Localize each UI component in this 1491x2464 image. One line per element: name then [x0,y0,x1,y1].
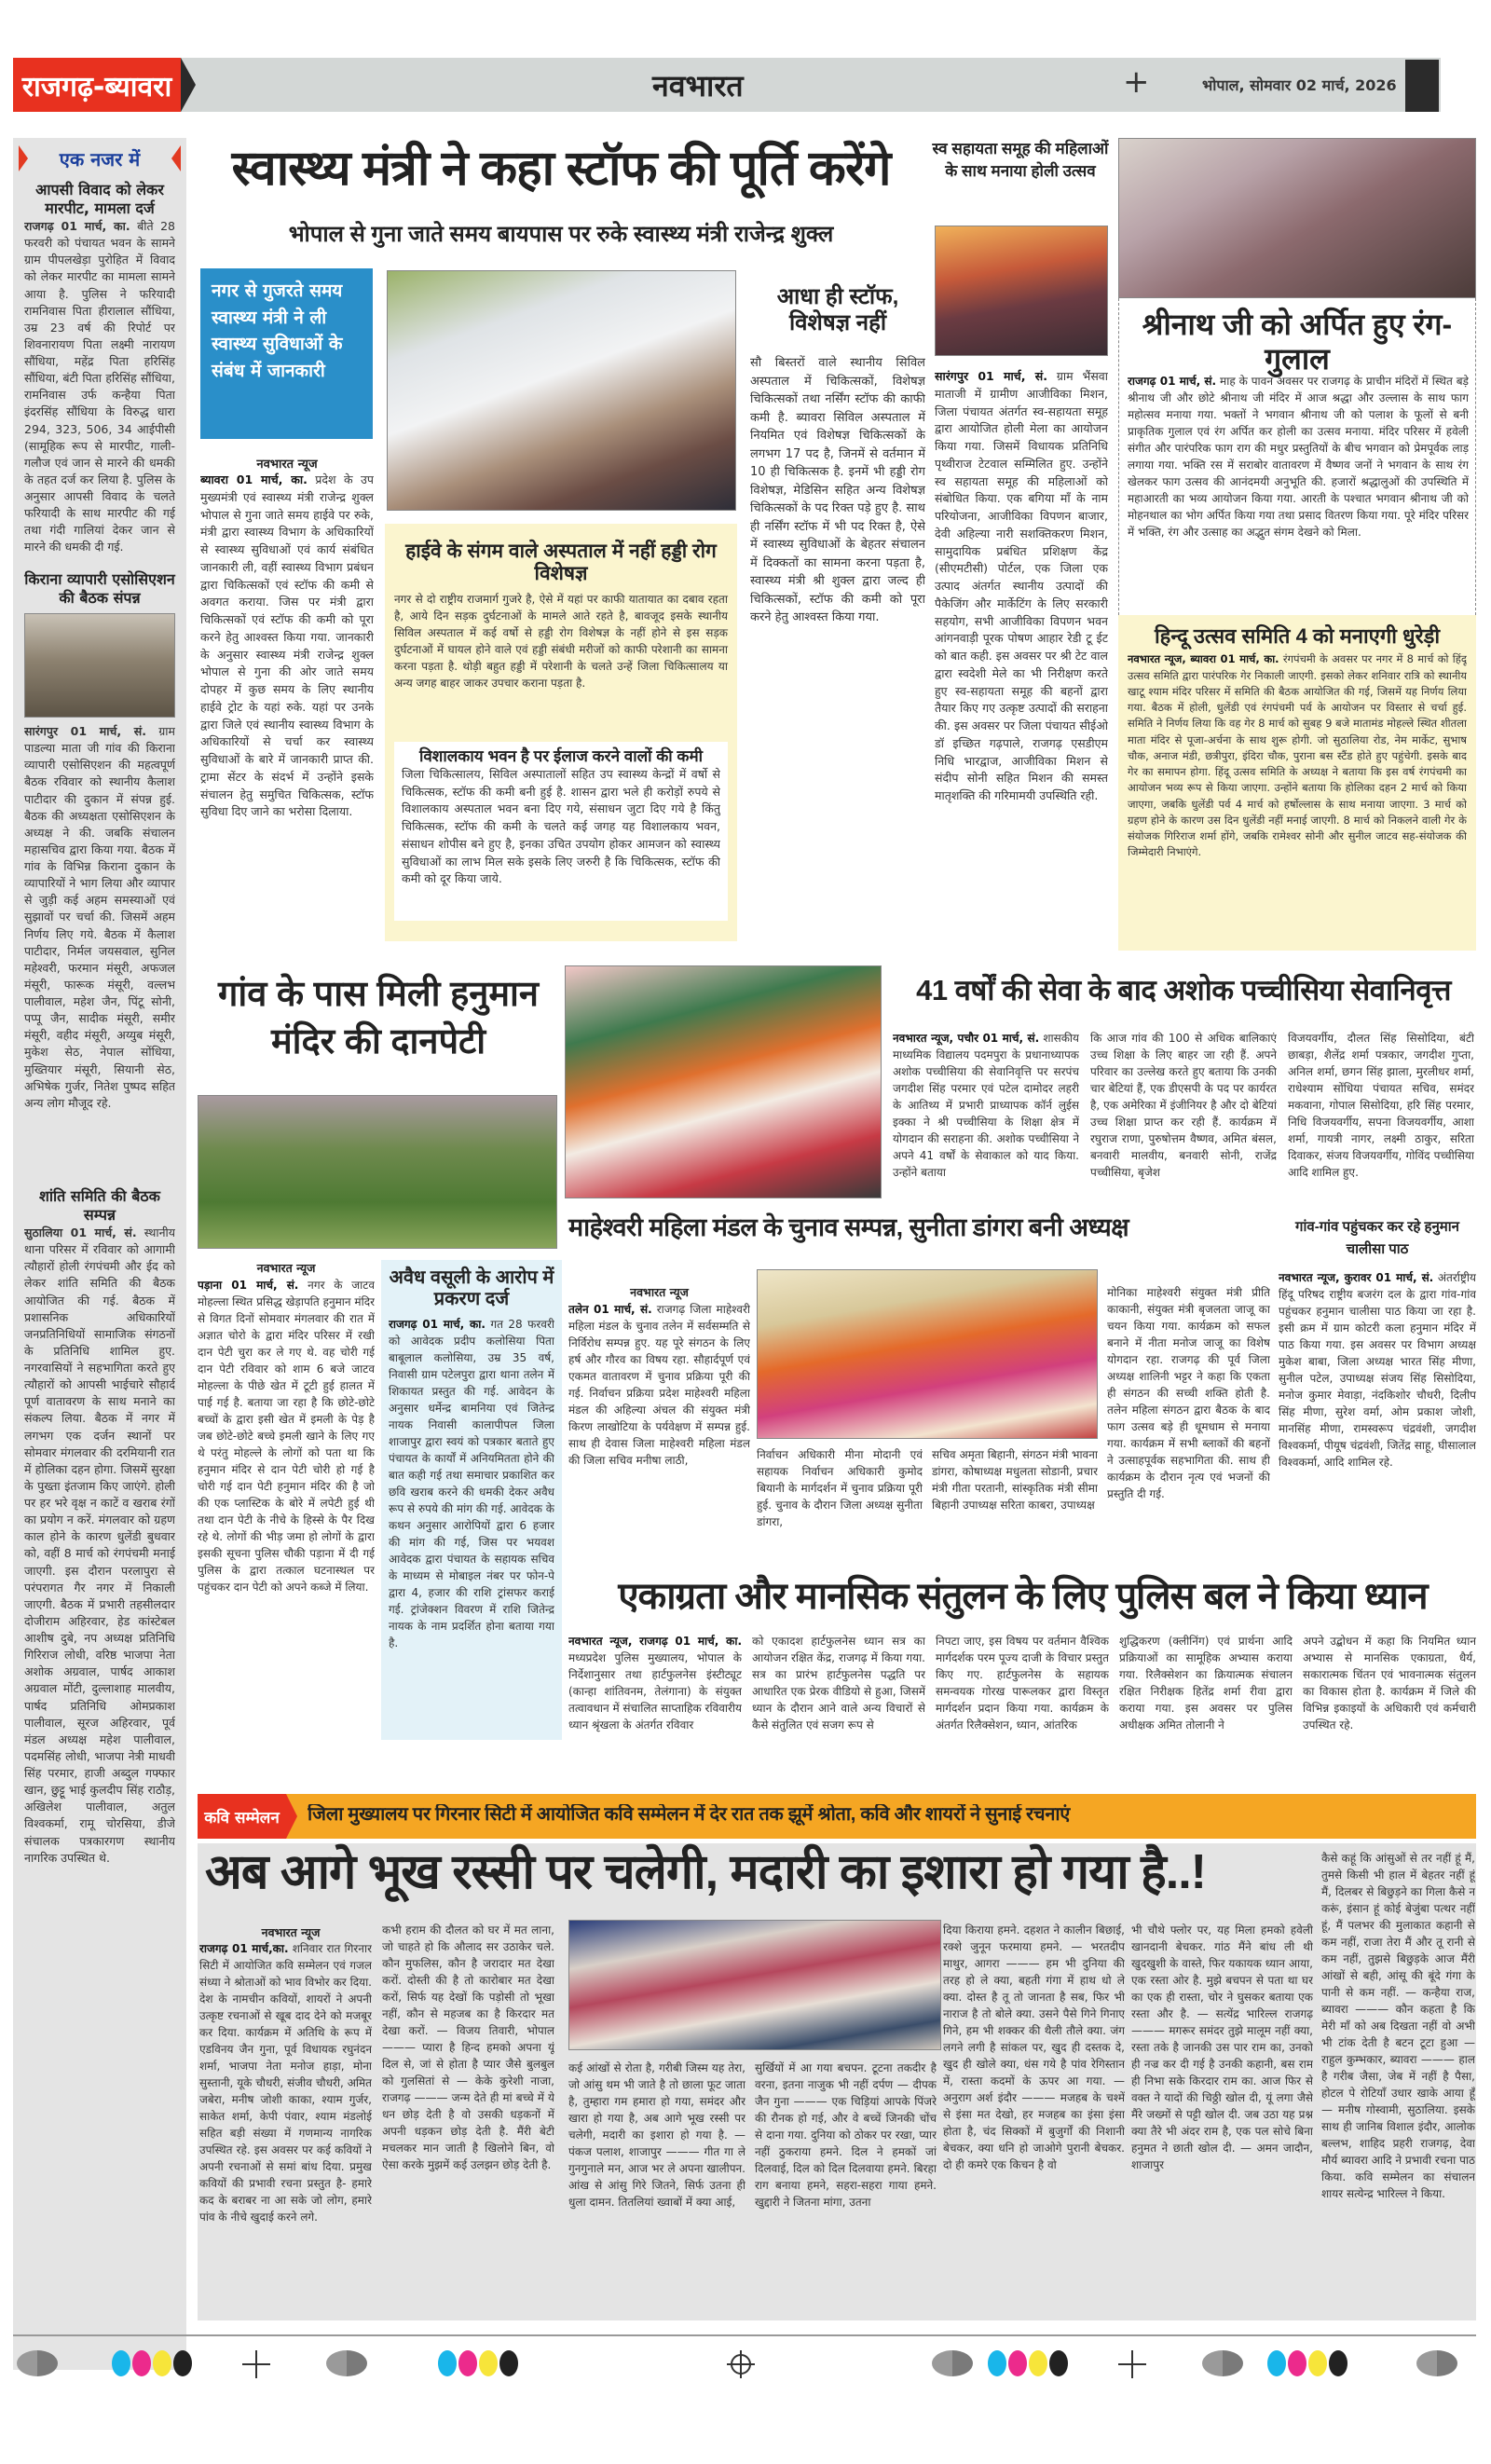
hindu-utsav-box [1118,615,1476,951]
sidebar-article-body [24,723,175,1182]
dateline: नवभारत न्यूज, कुरावर 01 मार्च, सं. [1279,1271,1434,1284]
hanuman-body [198,1277,375,1738]
article-text: ग्राम भैंसवा माताजी में ग्रामीण आजीविका मिशन, जिला पंचायत अंतर्गत स्व-सहायता समूह द्वारा आयोजित होली मेला का आयोजन किया गया. जिसमें विधायक प्रतिनिधि पृथ्वीराज टेटवाल सम्मिलित हुए. उन्होंने स्व सहायता समूह की महिलाओं को संबोधित किया. एक बगिया माँ के नाम परियोजना, आजीविका विपणन बाजार, देवी अहिल्या नारी सशक्तिकरण मिशन, सामुदायिक प्रबंधित प्रशिक्षण केंद्र (सीएमटीसी) पोर्टल, एक जिला एक उत्पाद अंतर्गत स्थानीय उत्पादों की पैकेजिंग और मार्केटिंग के लिए सरकारी सहयोग, सभी आजीविका विपणन भवन आंगनवाड़ी पूरक पोषण आहार रेडी टू ईट को बात कही. इस अवसर पर श्री टेट वाल द्वारा स्वदेशी मेले का भी निरीक्षण करते हुए स्व-सहायता समूह की बहनों द्वारा तैयार किए गए उत्कृष्ट उत्पादों की सराहना की. इस अवसर पर जिला पंचायत सीईओ डॉ इच्छित गढ़पाले, राजगढ़ एसडीएम निधि भारद्वाज, आजीविका मिशन से संदीप सोनी सहित मिशन की समस्त मातृशक्ति की गरिमामयी उपस्थिति रही. [935,369,1108,802]
lead-subheadline: भोपाल से गुना जाते समय बायपास पर रुके स्वास्थ्य मंत्री राजेन्द्र शुक्ल [288,222,834,247]
retirement-col-1 [893,1030,1079,1198]
gray-registration-dot [326,2350,367,2376]
police-col-3: निपटा जाए, इस विषय पर वर्तमान वैश्विक मार्गदर्शक परम पूज्य दाजी के विचार प्रस्तुत किए गए. हार्टफुलनेस के सहायक समन्वयक गोरख पारूलकर द्वारा विस्तृत मार्गदर्शन प्रदान किया गया. कार्यक्रम के अंतर्गत रिलैक्सेशन, ध्यान, आंतरिक [936,1635,1109,1732]
article-text: बीते 28 फरवरी को पंचायत भवन के सामने ग्राम पीपलखेड़ा पुरोहित में विवाद को लेकर मारपीट का मामला सामने आया है. पुलिस ने फरियादी रामनिवास पिता हीरालाल सौंधिया, उम्र 23 वर्ष की रिपोर्ट पर शिवनारायण पिता लक्ष्मी नारायण सौंधिया, महेंद्र पिता हरिसिंह सौंधिया, बंटी पिता हरिसिंह सौंधिया, रामनिवास उर्फ कन्हैया पिता इंदरसिंह सौंधिया के विरुद्ध धारा 294, 323, 506, 34 आईपीसी (सामूहिक रूप से मारपीट, गाली-गलौज एवं जान से मारने की धमकी के तहत दर्ज कर लिया है. पुलिस के अनुसार आपसी विवाद के चलते फरियादी के साथ मारपीट की गई तथा गंदी गालियां देकर जान से मारने की धमकी दी गई. [24,219,175,554]
kavi-strapline: जिला मुख्यालय पर गिरनार सिटी में आयोजित कवि सम्मेलन में देर रात तक झूमें श्रोता, कवि और शायरों ने सुनाई रचनाएं [308,1804,1071,1825]
police-col-1 [568,1633,742,1777]
color-dot [1329,2350,1347,2376]
article-text: गत 28 फरवरी को आवेदक प्रदीप कलोसिया पिता बाबूलाल कलोसिया, उम्र 35 वर्ष, निवासी ग्राम पटेलपुरा द्वारा थाना तलेन में शिकायत प्रस्तुत की गई. आवेदन के अनुसार धर्मेन्द्र बामनिया एवं जितेन्द्र नायक निवासी कालापीपल जिला शाजापुर द्वारा स्वयं को पत्रकार बताते हुए पंचायत के कार्यों में अनियमितता होने की बात कही गई तथा समाचार प्रकाशित कर छवि खराब करने की धमकी देकर अवैध रूप से रुपये की मांग की गई. आवेदक के कथन अनुसार आरोपियों द्वारा 6 हजार की मांग की गई, जिस पर भयवश आवेदक द्वारा पंचायत के सहायक सचिव के माध्यम से मोबाइल नंबर पर फोन-पे द्वारा 4, हजार की राशि ट्रांसफर कराई गई. ट्रांजेक्शन विवरण में राशि जितेन्द्र नायक के नाम प्रदर्शित होना बताया गया है. [389,1318,554,1650]
article-text: शनिवार रात गिरनार सिटी में आयोजित कवि सम्मेलन एवं गजल संध्या ने श्रोताओं को भाव विभोर कर दिया. देश के नामचीन कवियों, शायरों ने अपनी उत्कृष्ट रचनाओं से खूब दाद देने को मजबूर कर दिया. कार्यक्रम में अतिथि के रूप में एडविनय जैन गुना, पूर्व विधायक रघुनंदन शर्मा, भाजपा नेता मनोज हाड़ा, मोना सुस्तानी, यूके चौधरी, संजीव चौधरी, अमित जबेरा, मनीष जोशी काका, श्याम गुर्जर, साकेत शर्मा, केपी पंवार, श्याम मंडलोई सहित बड़ी संख्या में गणमान्य नागरिक उपस्थित रहे. इस अवसर पर कई कवियों ने अपनी रचनाओं से समां बांध दिया. प्रमुख कवियों की प्रभावी रचना प्रस्तुत है- हमारे कद के बराबर ना आ सके जो लोग, हमारे पांव के नीचे खुदाई करने लगे. [199,1942,372,2224]
staff-body: सौ बिस्तरों वाले स्थानीय सिविल अस्पताल में चिकित्सकों, विशेषज्ञ चिकित्सकों तथा नर्सिंग स्टॉफ की काफी कमी है. ब्यावरा सिविल अस्पताल में नियमित एवं विशेषज्ञ चिकित्सकों के लगभग 17 पद है, जिनमें से वर्तमान में 10 ही चिकित्सक है. इनमें भी हड्डी रोग विशेषज्ञ, मेडिसिन सहित अन्य विशेषज्ञ चिकित्सकों के पद रिक्त पड़े हुए है. साथ ही नर्सिंग स्टॉफ में भी पद रिक्त है, ऐसे में स्वास्थ्य सुविधाओं के बेहतर संचालन में दिक्कतों का सामना करना पड़ता है, स्वास्थ्य मंत्री श्री शुक्ल द्वारा जल्द ही चिकित्सकों, स्टॉफ की कमी को पूरा करने हेतु आश्वस्त किया गया. [750,356,925,624]
footer-rule [13,2334,1476,2336]
dateline: सारंगपुर 01 मार्च, सं. [24,724,146,738]
byline: नवभारत न्यूज [256,458,318,472]
maheshwari-col-1 [568,1301,750,1571]
box-body: जिला चिकित्सालय, सिविल अस्पातालों सहित उप स्वास्थ्य केन्द्रों में वर्षो से चिकित्सक, स्टॉफ की कमी बनी हुई है. शासन द्वारा भले ही करोड़ों रुपये से विशालकाय अस्पताल भवन बना दिए गये, संसाधन जुटा दिए गये है किंतु चिकित्सक, स्टॉफ की कमी के चलते कई जगह यह विशालकाय भवन, संसाधन शोपीस बने हुए है, इनका उचित उपयोग होकर आमजन को स्वास्थ्य सुविधाओं का लाभ मिल सके इसके लिए जरुरी है कि चिकित्सक, स्टॉफ की कमी को दूर किया जाये. [402,766,720,886]
byline: नवभारत न्यूज [261,1925,321,1939]
color-dot [479,2350,498,2376]
dateline: राजगढ़ 01 मार्च,का. [199,1942,289,1955]
byline: नवभारत न्यूज [256,1261,316,1275]
tag-arrow-icon [286,1794,297,1839]
color-dot [112,2350,130,2376]
article-text: माह के पावन अवसर पर राजगढ़ के प्राचीन मंदिरों में स्थित बड़े श्रीनाथ जी और छोटे श्रीनाथ जी मंदिर में आज श्रद्धा और उल्लास के साथ फाग महोत्सव मनाया गया. भक्तों ने भगवान श्रीनाथ जी को पलाश के फूलों से बनी प्राकृतिक गुलाल एवं रंग अर्पित कर होली का उत्सव मनाया. मंदिर परिसर में हवेली संगीत और पारंपरिक फाग राग की मधुर प्रस्तुतियों के बीच भगवान को प्रेमपूर्वक लाड़ लगाया गया. भक्ति रस में सराबोर वातावरण में वैष्णव जनों ने भगवान के साथ रंग खेलकर फाग उत्सव की आनंदमयी अनुभूति की. हजारों श्रद्धालुओं की उपस्थिति में महाआरती का भव्य आयोजन किया गया. आरती के पश्चात भगवान श्रीनाथ जी को मोहनथाल का भोग अर्पित किया गया तथा प्रसाद वितरण किया गया. पूरे मंदिर परिसर में भक्ति, रंग और उत्साह का अद्भुत संगम देखने को मिला. [1128,375,1469,539]
sidebar-title: एक नजर में [59,147,141,171]
shg-body [935,368,1108,941]
box-body: नगर से दो राष्ट्रीय राजमार्ग गुजरे है, ऐसे में यहां पर काफी यातायात का दबाव रहता है, आये दिन सड़क दुर्घटनाओं के मामले आते रहते है, बावजूद इसके स्थानीय सिविल अस्पताल में कई वर्षो से हड्डी रोग विशेषज्ञ के नहीं होने से इस सड़क दुर्घटनाओं में घायल होने वाले एवं हड्डी संबंधी मरीजों को काफी परेशानी का सामना करना पड़ता है. थोड़ी बहुत हड्डी में परेशानी के चलते उन्हें जिला चिकित्सालय या अन्य जगह बाहर जाकर उपचार कराना पड़ता है. [394,593,728,691]
color-dot [132,2350,151,2376]
sidebar-article-body [24,218,175,565]
dateline: नवभारत न्यूज, ब्यावरा 01 मार्च, का. [1128,652,1279,666]
article-text: स्थानीय थाना परिसर में रविवार को आगामी त्यौहारों होली रंगपंचमी और ईद को लेकर शांति समिति की बैठक आयोजित की गई. बैठक में प्रशासनिक अधिकारियों जनप्रतिनिधियों सामाजिक संगठनों के प्रतिनिधि शामिल हुए. नगरवासियों ने सहभागिता करते हुए त्यौहारों को आपसी भाईचारे सौहार्द पूर्ण वातावरण के साथ मनाने का संकल्प लिया. बैठक में नगर में लगभग एक दर्जन स्थानों पर सोमवार मंगलवार की दरमियानी रात में होलिका दहन होगा. जिसमें सुरक्षा के पुख्ता इंतजाम किए जाएंगे. होली पर हर भरे वृक्ष न काटें व खराब रंगों का प्रयोग न करें. मंगलवार को ग्रहण काल होने के कारण धुलेंडी बुधवार को, वहीं 8 मार्च को रंगपंचमी मनाई जाएगी. इस दौरान परलापुरा से परंपरागत गैर नगर में निकाली जाएगी. बैठक में प्रभारी तहसीलदार दोजीराम अहिरवार, हेड कांस्टेबल आशीष दुबे, नप अध्यक्ष प्रतिनिधि गिरिराज लोधी, वरिष्ठ भाजपा नेता अशोक अग्रवाल, पार्षद आकाश अग्रवाल मोंटी, दुल्लाशाह मालवीय, पार्षद प्रतिनिधि ओमप्रकाश पालीवाल, सूरज अहिरवार, पूर्व मंडल अध्यक्ष महेश पालीवाल, पदमसिंह लोधी, भाजपा नेत्री माधवी सिंह परमार, हाजी अब्दुल गफ्फार खान, छुट्टू भाई कुलदीप सिंह राठौड़, अखिलेश पालीवाल, अतुल विश्वकर्मा, रामू चोरसिया, डीजे संचालक पत्रकारगण स्थानीय नागरिक उपस्थित थे. [24,1225,175,1865]
color-dot [1029,2350,1047,2376]
target-registration-icon [727,2350,755,2378]
sidebar-headline: शांति समिति की बैठक सम्पन्न [39,1187,160,1224]
publication-date: भोपाल, सोमवार 02 मार्च, 2026 [1202,76,1397,94]
retirement-ceremony-photo [565,965,882,1198]
lead-highlight-box: नगर से गुजरते समय स्वास्थ्य मंत्री ने ली स्वास्थ्य सुविधाओं के संबंध में जानकारी [200,268,373,439]
kavi-col-1 [199,1940,372,2313]
holi-festival-photo [935,226,1108,356]
police-meditation-headline: एकाग्रता और मानसिक संतुलन के लिए पुलिस बल ने किया ध्यान [618,1576,1428,1617]
dateline: नवभारत न्यूज, राजगढ़ 01 मार्च, का. [568,1635,742,1648]
box-headline: विशालकाय भवन है पर ईलाज करने वालों की कमी [418,747,704,766]
chalisa-body [1279,1269,1476,1569]
red-arrow-icon [19,145,28,171]
dateline: नवभारत न्यूज, पचौर 01 मार्च, सं. [893,1032,1040,1045]
article-text: राजगढ़ जिला माहेश्वरी महिला मंडल के चुनाव तलेन में सर्वसम्मति से निर्विरोध सम्पन्न हुए. यह पूरे संगठन के लिए हर्ष और गौरव का विषय रहा. सौहार्दपूर्ण एवं एकमत वातावरण में चुनाव प्रक्रिया पूरी की गई. निर्वाचन प्रक्रिया प्रदेश माहेश्वरी महिला मंडल की अहिल्या अंचल की संयुक्त मंत्री किरण लाखोटिया के पर्यवेक्षण में सम्पन्न हुई. साथ ही देवास जिला माहेश्वरी महिला मंडल की जिला सचिव मनीषा लाठी, [568,1303,750,1467]
article-text: ग्राम पाडल्या माता जी गांव की किराना व्यापारी एसोसिएशन की महत्वपूर्ण बैठक रविवार को स्थानीय कैलाश पाटीदार की दुकान में संपन्न हुई. बैठक की अध्यक्षता एसोसिएशन के अध्यक्ष ने की. जबकि संचालन महासचिव द्वारा किया गया. बैठक में गांव के विभिन्न किराना दुकान के व्यापारियों ने भाग लिया और व्यापार से जुड़ी कई अहम समस्याओं एवं सुझावों पर चर्चा की. जिसमें अहम निर्णय लिए गये. बैठक में कैलाश पाटीदार, निर्मल जयसवाल, सुनिल महेश्वरी, फरमान मंसूरी, अफजल मंसूरी, फारूक मंसूरी, वल्लभ पालीवाल, महेश जैन, पिंटू सोनी, पप्पू जैन, सादीक मंसूरी, समीर मंसूरी, वहीद मंसूरी, अय्युब मंसूरी, मुकेश सेठ, नेपाल सोंधिया, मुख्तियार मंसूरी, सियानी सेठ, अभिषेक गुर्जर, नितेश पुष्पद सहित अन्य लोग मौजूद रहे. [24,724,175,1110]
maheshwari-col-4: मोनिका माहेश्वरी संयुक्त मंत्री प्रीति काकानी, संयुक्त मंत्री बृजलता जाजू का चयन किया गया. कार्यक्रम को सफल बनाने में नीता मनोज जाजू का विशेष योगदान रहा. राजगढ़ की पूर्व जिला अध्यक्ष शालिनी भट्टर ने कहा कि एकता ही संगठन की सच्ची शक्ति होती है. तलेन महिला संगठन द्वारा बैठक के बाद फाग उत्सव बड़े ही धूमधाम से मनाया गया. कार्यक्रम में सभी ब्लाकों की बहनों ने उत्साहपूर्वक सहभागिता की. साथ ही कार्यक्रम के दौरान नृत्य एवं भजनों की प्रस्तुति दी गई. [1107,1286,1270,1500]
maheshwari-col-3: सचिव अमृता बिहानी, संगठन मंत्री भावना डांगरा, कोषाध्यक्ष मधुलता सोडानी, प्रचार मंत्री गीता परतानी, सांस्कृतिक मंत्री सीमा बिहानी उपाध्यक्ष सरिता काबरा, उपाध्यक्ष [932,1448,1098,1512]
article-text: नगर के जाटव मोहल्ला स्थित प्रसिद्ध खेड़ापति हनुमान मंदिर से विगत दिनों सोमवार मंगलवार की रात में अज्ञात चोरो के द्वारा मंदिर परिसर में रखी दान पेटी चुरा कर ले गए थे. वह चोरी गई दान पेटी रविवार को शाम 6 बजे जाटव मोहल्ला के पीछे खेत में टूटी हुई हालत में पाई गई है. बताया जा रहा है कि छोटे-छोटे बच्चों के द्वारा इसी खेत में इमली के पेड़ है जब छोटे-छोटे बच्चे इमली खाने के लिए गए थे परंतु मोहल्ले के लोगों को पता था कि हनुमान मंदिर से दान पेटी चोरी हो गई है चोरी गई दान पेटी हनुमान मंदिर की है जो की एक प्लास्टिक के बोरे में लपेटी हुई थी तथा दान पेटी के नीचे के हिस्से के पैर दिख रहे थे. लोगों की भीड़ जमा हो लोगों के द्वारा इसकी सूचना पुलिस चौकी पड़ाना में दी गई पुलिस के द्वारा तत्काल घटनास्थल पर पहुंचकर दान पेटी को अपने कब्जे में लिया. [198,1279,375,1594]
crosshair-icon [242,2350,270,2378]
kavi-headline: अब आगे भूख रस्सी पर चलेगी, मदारी का इशारा हो गया है..! [205,1845,1206,1899]
box-headline: अवैध वसूली के आरोप में प्रकरण दर्ज [389,1267,554,1309]
masthead-black-block [1405,60,1439,112]
registration-marks [0,2348,1491,2386]
box-body [389,1316,554,1698]
sidebar-headline: किराना व्यापारी एसोसिएशन की बैठक संपन्न [24,570,175,607]
lead-body [200,472,374,938]
retirement-col-3: विजयवर्गीय, दौलत सिंह सिसोदिया, बंटी छाबड़ा, शैलेंद्र शर्मा पत्रकार, जगदीश गुप्ता, अनिल शर्मा, छगन सिंह झाला, मुरलीधर शर्मा, राधेश्याम सोंधिया पंचायत सचिव, समंदर मकवाना, गोपाल सिसोदिया, हरि सिंह परमार, निधि विजयवर्गीय, सपना विजयवर्गीय, आशा शर्मा, गायत्री नागर, लक्ष्मी ठाकुर, सरिता दिवाकर, संजय विजयवर्गीय, गोविंद पच्चीसिया आदि शामिल हुए. [1288,1032,1474,1179]
temple-photo [1118,138,1476,298]
newspaper-brand: नवभारत [652,68,744,103]
dateline: राजगढ़ 01 मार्च, का. [24,219,130,233]
retirement-col-2: कि आज गांव की 100 से अधिक बालिकाएं उच्च शिक्षा के लिए बाहर जा रही हैं. अपने परिवार का उल्लेख करते हुए बताया कि उनकी चार बेटियां हैं, एक डीएसपी के पद पर कार्यरत है, एक अमेरिका में इंजीनियर है और दो बेटियां उच्च शिक्षा प्राप्त कर रही हैं. कार्यक्रम में रघुराज राणा, पुरुषोत्तम वैष्णव, अमित बंसल, बनवारी मालवीय, बनवारी सोनी, राजेंद्र पच्चीसिया, बृजेश [1090,1032,1277,1179]
minister-car-photo [387,270,736,511]
color-dot [458,2350,477,2376]
gray-registration-dot [1416,2350,1457,2376]
edition-label: राजगढ़-ब्यावरा [13,58,181,112]
article-text: प्रदेश के उप मुख्यमंत्री एवं स्वास्थ्य मंत्री राजेन्द्र शुक्ल भोपाल से गुना जाते समय हाईवे पर रुके, मंत्री द्वारा स्वास्थ्य विभाग के अधिकारियों से स्वास्थ्य सुविधाओं एवं कार्य संबंधित जानकारी ली, वहीं स्वास्थ्य विभाग प्रबंधन द्वारा चिकित्सकों एवं स्टॉफ की कमी से अवगत कराया. जिस पर मंत्री द्वारा चिकित्सकों एवं स्टॉफ की कमी को पूरा करने हेतु आश्वस्त किया गया. जानकारी के अनुसार स्वास्थ्य मंत्री राजेन्द्र शुक्ल भोपाल से गुना की ओर जाते समय दोपहर में कुछ समय के लिए स्थानीय हाईवे ट्रोट के यहां रुके. यहां पर उनके द्वारा जिले एवं स्थानीय स्वास्थ्य विभाग के अधिकारियों से चर्चा कर स्वास्थ्य सुविधाओं के बारे में जानकारी प्राप्त की. ट्रामा सेंटर के संदर्भ में उन्होंने इसके संचालन हेतु समुचित चिकित्सक, स्टॉफ सुविधा दिए जाने का भरोसा दिलाया. [200,472,374,819]
staff-headline: आधा ही स्टॉफ, विशेषज्ञ नहीं [776,284,899,335]
color-dot [1008,2350,1027,2376]
color-dot [1267,2350,1286,2376]
kavi-col-4: सुर्खियों में आ गया बचपन. टूटना तकदीर है वरना, इतना नाजुक भी नहीं दर्पण — दीपक जैन गुना ——— एक चिड़ियां आपके पिंजरे की रौनक हो गई, और वे बच्चें जिनकी चोंच से दाना गया. दुनिया को ठोकर पर रखा, प्यार नहीं ठुकराया हमने. दिल ने हमकों जां दिलवाई, दिल को दिल दिलवाया हमने. बिरहा राग बनाया हमने, सहरा-सहरा गाया हमने. खुद्दारी ने जितना मांगा, उतना [755,2061,937,2209]
dateline: सुठालिया 01 मार्च, सं. [24,1225,137,1239]
kavi-col-3: कई आंखों से रोता है, गरीबी जिस्म यह तेरा, जो आंसु थम भी जाते है तो छाला फूट जाता है, तुम्हारा गम हमारा हो गया, समंदर और खारा हो गया है, अब आगे भूख रस्सी पर चलेगी, मदारी का इशारा हो गया है. — पंकज पलाश, शाजापुर ——— गीत गा ले गुनगुनाले मन, आज भर ले अपना खालीपन. आंख से आंसु गिरे जितने, सिर्फ उतना ही धुला दामन. तितलियां ख्वाबों में क्या आई, [568,2061,746,2209]
lead-headline: स्वास्थ्य मंत्री ने कहा स्टॉफ की पूर्ति करेंगे [231,142,891,196]
color-dot [153,2350,171,2376]
dateline: राजगढ़ 01 मार्च, का. [389,1318,486,1331]
gray-registration-dot [1202,2350,1243,2376]
color-dot [1288,2350,1306,2376]
article-text: मध्यप्रदेश पुलिस मुख्यालय, भोपाल के निर्देशानुसार तथा हार्टफुलनेस इंस्टीट्यूट (कान्हा शांतिवनम, तेलंगाना) के संयुक्त तत्वावधान में संचालित साप्ताहिक रविवारीय ध्यान श्रृंखला के अंतर्गत रविवार [568,1651,742,1732]
police-col-4: शुद्धिकरण (क्लीनिंग) एवं प्रार्थना आदि प्रक्रियाओं का सामूहिक अभ्यास कराया गया. रिलैक्सेशन का क्रियात्मक संचालन रक्षित निरीक्षक हितेंद्र शर्मा रीवा द्वारा कराया गया. इस अवसर पर पुलिस अधीक्षक अमित तोलानी ने [1119,1635,1293,1732]
kavi-col-5: दिया किराया हमने. दहशत ने कालीन बिछाई, रक्शे जुनून फरमाया हमने. — भरतदीप माथुर, आगरा ——— हम भी दुनिया की तरह हो ले क्या, बहती गंगा में हाथ धो ले क्या. दोस्त है तू तो जानता है सब, फिर भी नाराज है तो बोले क्या. उसने पैसे गिने गिनाए गिने, हम भी शक्कर की थैली तौले क्या. जंग लगने लगी है सांकल पर, खुद ही दस्तक दे, खुद ही खोले क्या, धंस गये है पांव रेगिस्तान में, रास्ता कदमों के ऊपर आ गया. — अनुराग अर्श इंदौर ——— मजहब के चश्में से इंसा मत देखो, हर मजहब का इंसा इंसा होता है, चंद सिक्कों में बुजुर्गों की निशानी बेचकर, क्या धनि हो जाओगे पुरानी बेचकर. दो ही कमरे एक किचन है वो [943,1923,1125,2171]
article-text: शासकीय माध्यमिक विद्यालय पदमपुरा के प्रधानाध्यापक अशोक पच्चीसिया की सेवानिवृत्ति पर सरपंच जगदीश सिंह परमार एवं पटेल दामोदर लहरी के आतिथ्य में प्रभारी प्राध्यापक कॉर्न लुईस इक्का ने श्री पच्चीसिया के शिक्षा क्षेत्र में योगदान की सराहना की. अशोक पच्चीसिया ने अपने 41 वर्षों के सेवाकाल को याद किया. उन्होंने बताया [893,1032,1079,1179]
police-col-5: अपने उद्बोधन में कहा कि नियमित ध्यान अभ्यास से मानसिक एकाग्रता, धैर्य, सकारात्मक चिंतन एवं भावनात्मक संतुलन का विकास होता है. कार्यक्रम में जिले की विभिन्न इकाइयों के अधिकारी एवं कर्मचारी उपस्थित रहे. [1303,1635,1476,1732]
kavi-col-6: भी चौथे फ्लोर पर, यह मिला हमको हवेली खानदानी बेचकर. गांठ मैंने बांध ली थी खुदखुशी के वास्ते, फिर यकायक ध्यान आया, एक रस्ता ओर है. मुझे बचपन से पता था घर का एक ही रास्ता, चोर ने घुसकर बताया एक रस्ता और है. — सत्येंद्र भारिल्ल राजगढ़ ——— मगरूर समंदर तुझे मालूम नहीं क्या, रस्ता तके है जानकी उस पार राम का, उनको ही नज्र कर दी गई है उनकी कहानी, बस राम ही निभा सके किरदार राम का. आज फिर से वक्त ने यादों की चिठ्ठी खोल दी, यूं लगा जैसे मैंरे जख्मों से पट्टी खोल दी. जब उठा यह प्रश्न क्या तैरे भी अंदर राम है, एक पल सोचे बिना हनुमत ने छाती खोल दी. — अमन जादौन, शाजापुर [1131,1923,1313,2171]
article-text: रंगपंचमी के अवसर पर नगर में 8 मार्च को हिंदू उत्सव समिति द्वारा पारंपरिक गेर निकाली जाएगी. इसको लेकर शनिवार रात्रि को स्थानीय खाटू श्याम मंदिर परिसर में समिति की बैठक आयोजित की गई, जिसमें यह निर्णय लिया गया. बैठक में होली, धुलेंडी एवं रंगपंचमी पर्व के आयोजन पर विस्तार से चर्चा हुई. समिति ने निर्णय लिया कि वह गेर 8 मार्च को सुबह 9 बजे मातामंड मोहल्ले स्थित शीतला माता मंदिर से पूजा-अर्चना के साथ शुरू होगी. जो सुठालिया रोड, नेम मार्केट, सुभाष चौक, अनाज मंडी, छत्रीपुरा, इंदिरा चौक, पुराना बस स्टैंड होते हुए पहुंचेगी. इसके बाद गेर का समापन होगा. हिंदू उत्सव समिति के अध्यक्ष ने बताया कि इस वर्ष रंगपंचमी का आयोजन भव्य रूप से किया जाएगा. उन्होंने बताया कि होलिका दहन 2 मार्च को किया जाएगा, जबकि धुलेंडी पर्व 4 मार्च को हर्षोल्लास के साथ मनाया जाएगा. 3 मार्च को ग्रहण होने के कारण उस दिन धुलेंडी नहीं मनाई जाएगी. 8 मार्च को निकलने वाली गेर के संयोजक गिरिराज शर्मा होंगे, जबकि रामेश्वर सोनी और सुनील जाटव सह-संयोजक की जिम्मेदारी निभाएंगे. [1128,652,1467,859]
donation-box-field-photo [198,1095,557,1249]
shrinath-headline: श्रीनाथ जी को अर्पित हुए रंग-गुलाल [1142,308,1453,376]
building-shortage-box [394,742,728,921]
shrinath-body [1128,373,1469,604]
dateline: राजगढ़ 01 मार्च, सं. [1128,375,1217,388]
color-dot [1049,2350,1068,2376]
sidebar-headline: आपसी विवाद को लेकर मारपीट, मामला दर्ज [35,181,164,217]
kavi-sammelan-photo [568,1920,941,2050]
hanuman-headline: गांव के पास मिली हनुमान मंदिर की दानपेटी [218,975,539,1062]
red-arrow-icon [171,145,181,171]
chalisa-headline: गांव-गांव पहुंचकर कर रहे हनुमान चालीसा पाठ [1295,1219,1459,1257]
color-dot [173,2350,192,2376]
meeting-photo [24,613,175,718]
women-group-photo [757,1269,1098,1439]
dateline: पड़ाना 01 मार्च, सं. [198,1279,299,1292]
box-headline: हाईवे के संगम वाले अस्पताल में नहीं हड्डी रोग विशेषज्ञ [405,541,717,585]
kavi-section-tag: कवि सम्मेलन [198,1794,286,1839]
gray-registration-dot [17,2350,58,2376]
sidebar-at-a-glance [13,138,186,2370]
maheshwari-headline: माहेश्वरी महिला मंडल के चुनाव सम्पन्न, सुनीता डांगरा बनी अध्यक्ष [568,1213,1129,1241]
dateline: तलेन 01 मार्च, सं. [568,1303,652,1316]
dateline: सारंगपुर 01 मार्च, सं. [935,369,1047,383]
shg-headline: स्व सहायता समूह की महिलाओं के साथ मनाया होली उत्सव [932,140,1109,180]
crosshair-icon [1118,2350,1146,2378]
highway-hospital-box [385,524,737,941]
dateline: ब्यावरा 01 मार्च, का. [200,472,308,486]
crosshair-icon: + [1123,63,1150,101]
extortion-box [381,1260,562,1740]
maheshwari-col-2: निर्वाचन अधिकारी मीना मोदानी एवं सहायक निर्वाचन अधिकारी कुमोद बियानी के मार्गदर्शन में चुनाव प्रक्रिया पूरी हुई. चुनाव के दौरान जिला अध्यक्ष सुनीता डांगरा, [757,1448,923,1528]
color-dot [499,2350,518,2376]
sidebar-article-body [24,1225,175,2324]
kavi-col-7: कैसे कहूं कि आंसुओं से तर नहीं हूं मैं, तुमसे किसी भी हाल में बेहतर नहीं हूं मैं, दिलबर से बिछुड़ने का गिला कैसे न करूं, इंसान हूं कोई बेजुंबा पत्थर नहीं हूं, मैं पलभर की मुलाकात कहानी से कम नहीं, राजा तेरा मैं और तू रानी से कम नहीं, तुझसे बिछुड़के आज मैंरी आंखों से बही, आंसू की बूंदे गंगा के पानी से कम नहीं. — कन्हैया राज, ब्यावरा ——— कौन कहता है कि मेरी माँ को अब दिखता नहीं वो अभी भी टांक देती है बटन टूटा हुआ — राहुल कुम्भकार, ब्यावरा ——— हाल है गरीब जैसा, जेब में नहीं है पैसा, होटल पे रोटियाँ उधार खाके आया हूँ — मनीष गोस्वामी, सुठालिया. इसके साथ ही जानिब विशाल इंदौर, आलोक बल्लभ, शाहिद प्रहरी राजगढ़, देवा मौर्य ब्यावरा आदि ने प्रभावी रचना पाठ किया. कवि सम्मेलन का संचालन शायर सत्येन्द्र भारिल्ल ने किया. [1321,1852,1475,2200]
color-dot [988,2350,1006,2376]
box-body [1128,651,1467,931]
box-headline: हिन्दू उत्सव समिति 4 को मनाएगी धुरेड़ी [1154,624,1441,648]
edition-arrow-icon [181,58,196,112]
gray-registration-dot [932,2350,973,2376]
byline: नवभारत न्यूज [630,1285,689,1299]
police-col-2: को एकादश हार्टफुलनेस ध्यान सत्र का आयोजन रक्षित केंद्र, राजगढ़ में किया गया. सत्र का प्रारंभ हार्टफुलनेस पद्धति पर आधारित एक प्रेरक वीडियो से हुआ, जिसमें ध्यान के दौरान आने वाले अन्य विचारों से कैसे संतुलित एवं सजग रूप से [752,1635,925,1732]
color-dot [438,2350,457,2376]
retirement-headline: 41 वर्षों की सेवा के बाद अशोक पच्चीसिया सेवानिवृत्त [916,974,1451,1006]
kavi-col-2: कभी हराम की दौलत को घर में मत लाना, जो चाहते हो कि औलाद सर उठाकेर चले. कौन मुफलिस, कौन है जरादार मत देखा करों. दोस्ती की है तो कारोबार मत देखा करों, सिर्फ यह देखों कि पड़ोसी तो भूखा नहीं, कौन से महजब का है किरदार मत देखा करों. — विजय तिवारी, भोपाल ——— प्यारा है हिन्द हमको अपना यूं दिल से, जां से होता है प्यार जैसे बुलबुल को गुलसितां से — केके कुरेशी नाजा, राजगढ़ ——— जन्म देते ही मां बच्चे में ये धन छोड़ देती है वो उसकी धड़कनों में अपनी धड़कन छोड़ देती है. मैंरी बेटी मचलकर मान जाती है खिलोने बिन, वो ऐसा करके मुझमें कई उलझन छोड़ देती है. [382,1923,554,2171]
article-text: अंतर्राष्ट्रीय हिंदू परिषद राष्ट्रीय बजरंग दल के द्वारा गांव-गांव पहुंचकर हनुमान चालीसा पाठ किया जा रहा है. इसी क्रम में ग्राम कोटरी कला हनुमान मंदिर में पाठ किया गया. इस अवसर पर विभाग अध्यक्ष मुकेश बाबा, जिला अध्यक्ष भारत सिंह मीणा, सुनील पटेल, उपाध्यक्ष संजय सिंह सिसोदिया, मनोज कुमार मेवाड़ा, नंदकिशोर चौधरी, दिलीप सिंह मीणा, सुरेश वर्मा, ओम प्रकाश जोशी, मानसिंह मीणा, रामस्वरूप चंद्रवंशी, जगदीश विश्वकर्मा, पीयूष चंद्रवंशी, जितेंद्र साहू, घीसालाल विश्वकर्मा, आदि शामिल रहे. [1279,1271,1476,1469]
color-dot [1308,2350,1327,2376]
